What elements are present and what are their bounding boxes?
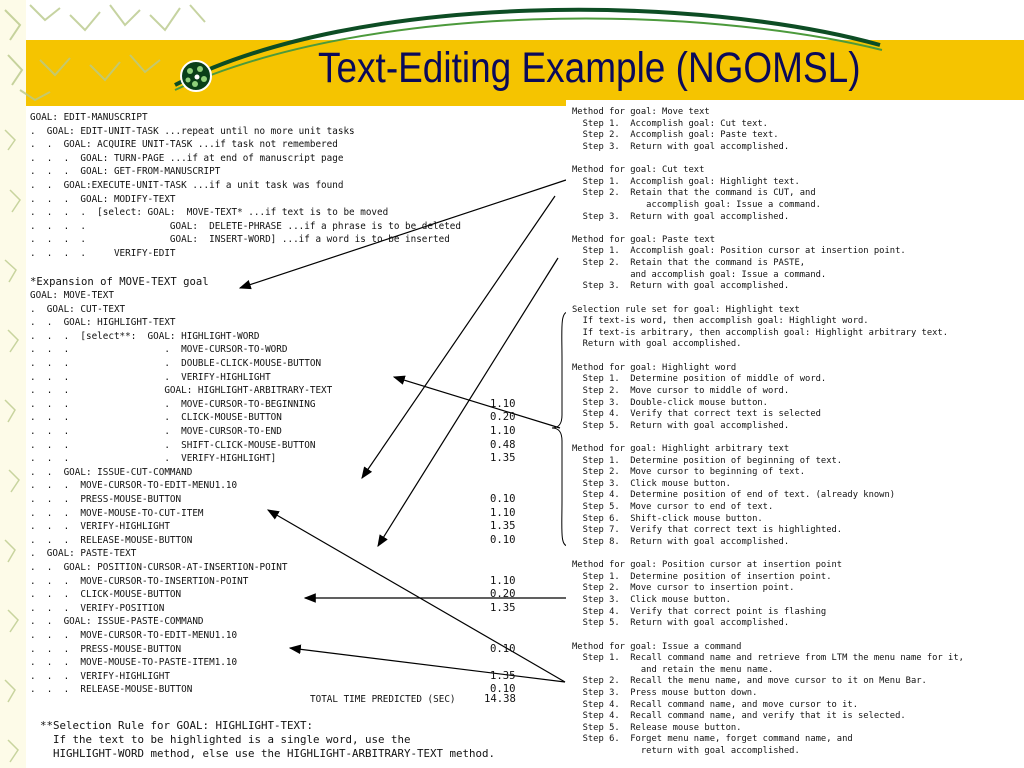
goal-line: . . . . GOAL: INSERT-WORD] ...if a word is to be inserted <box>30 234 450 246</box>
method-line: Step 2. Accomplish goal: Paste text. <box>572 130 779 141</box>
method-line: Step 1. Determine position of insertion point. <box>572 571 832 582</box>
expansion-line: . . . MOVE-MOUSE-TO-PASTE-ITEM1.10 <box>30 657 238 669</box>
method-line: Method for goal: Position cursor at insertion point <box>572 560 843 571</box>
method-line: Method for goal: Paste text <box>572 234 715 245</box>
expansion-line: . . . . SHIFT-CLICK-MOUSE-BUTTON <box>30 439 316 451</box>
operator-time: 1.35 <box>490 601 516 614</box>
method-line: Step 8. Return with goal accomplished. <box>572 536 790 547</box>
expansion-header: *Expansion of MOVE-TEXT goal <box>30 276 209 288</box>
header-band-lower <box>0 100 566 106</box>
expansion-line: . . . VERIFY-HIGHLIGHT <box>30 521 170 533</box>
method-line: Method for goal: Highlight word <box>572 362 737 373</box>
connector-arrows <box>240 180 572 682</box>
method-line: Step 1. Accomplish goal: Cut text. <box>572 118 768 129</box>
method-line: Step 2. Recall the menu name, and move cursor to it on Menu Bar. <box>572 676 927 687</box>
expansion-line: . . . PRESS-MOUSE-BUTTON <box>30 643 182 655</box>
method-line: Step 5. Release mouse button. <box>572 722 742 733</box>
expansion-line: . . . VERIFY-HIGHLIGHT <box>30 670 170 682</box>
method-line: Step 1. Accomplish goal: Position cursor at insertion point. <box>572 246 906 257</box>
method-line: Step 5. Move cursor to end of text. <box>572 502 774 513</box>
expansion-line: . . . . VERIFY-HIGHLIGHT] <box>30 453 277 465</box>
total-time-label: TOTAL TIME PREDICTED (SEC) <box>310 694 456 705</box>
operator-time: 1.10 <box>490 574 516 587</box>
expansion-line: . . GOAL: POSITION-CURSOR-AT-INSERTION-POINT <box>30 562 288 573</box>
method-line: Step 5. Return with goal accomplished. <box>572 420 790 431</box>
expansion-line: . . . MOVE-CURSOR-TO-EDIT-MENU1.10 <box>30 480 238 492</box>
method-line: Step 4. Determine position of end of text. (already known) <box>572 490 896 501</box>
operator-time: 0.10 <box>490 683 516 696</box>
left-strip <box>0 0 26 768</box>
goal-line: GOAL: EDIT-MANUSCRIPT <box>30 112 148 123</box>
expansion-line: . . . . VERIFY-HIGHLIGHT <box>30 371 271 383</box>
slide-title: Text-Editing Example (NGOMSL) <box>318 44 861 92</box>
goal-line: . . . . [select: GOAL: MOVE-TEXT* ...if text is to be moved <box>30 207 389 219</box>
expansion-line: . . . . MOVE-CURSOR-TO-END <box>30 426 282 437</box>
total-time-value: 14.38 <box>484 693 516 705</box>
arrow-highlight-arbitrary <box>394 377 560 428</box>
method-line: Step 4. Verify that correct text is selected <box>572 409 821 420</box>
method-line: Step 3. Return with goal accomplished. <box>572 281 790 292</box>
method-line: Selection rule set for goal: Highlight text <box>572 304 800 315</box>
note-line: **Selection Rule for GOAL: HIGHLIGHT-TEXT: <box>40 719 314 732</box>
method-line: and accomplish goal: Issue a command. <box>572 269 827 280</box>
expansion-line: GOAL: MOVE-TEXT <box>30 290 114 301</box>
arrow-issue-command-paste <box>290 648 565 682</box>
expansion-line: . . . . MOVE-CURSOR-TO-BEGINNING <box>30 398 316 410</box>
method-line: Method for goal: Move text <box>572 107 710 117</box>
method-line: accomplish goal: Issue a command. <box>572 199 821 210</box>
operator-time: 0.10 <box>490 533 516 546</box>
goal-line: . . . GOAL: GET-FROM-MANUSCRIPT <box>30 166 221 178</box>
method-line: Method for goal: Cut text <box>572 165 705 176</box>
operator-time: 1.10 <box>490 397 516 410</box>
goal-line: . . . GOAL: MODIFY-TEXT <box>30 193 176 205</box>
expansion-line: . . . VERIFY-POSITION <box>30 602 165 614</box>
operator-time: 1.10 <box>490 506 516 519</box>
method-line: Step 2. Move cursor to beginning of text. <box>572 467 806 478</box>
method-line: and retain the menu name. <box>572 664 774 675</box>
method-line: Step 2. Move cursor to middle of word. <box>572 385 790 396</box>
expansion-line: . . . GOAL: HIGHLIGHT-ARBITRARY-TEXT <box>30 385 333 397</box>
method-line: Method for goal: Highlight arbitrary text <box>572 443 790 454</box>
expansion-line: . . . CLICK-MOUSE-BUTTON <box>30 589 182 601</box>
method-line: return with goal accomplished. <box>572 746 800 757</box>
operator-time: 0.20 <box>490 588 516 601</box>
goal-line: . . . GOAL: TURN-PAGE ...if at end of manuscript page <box>30 152 344 164</box>
method-line: Step 1. Accomplish goal: Highlight text. <box>572 176 800 187</box>
expansion-line: . . . RELEASE-MOUSE-BUTTON <box>30 534 193 546</box>
expansion-line: . . . MOVE-CURSOR-TO-EDIT-MENU1.10 <box>30 630 238 641</box>
method-line: Step 6. Shift-click mouse button. <box>572 513 763 524</box>
note-line: HIGHLIGHT-WORD method, else use the HIGHLIGHT-ARBITRARY-TEXT method. <box>40 747 496 760</box>
method-line: Step 3. Click mouse button. <box>572 595 731 606</box>
operator-time: 1.35 <box>490 452 516 465</box>
operator-time: 0.20 <box>490 411 516 424</box>
method-line: Step 3. Press mouse button down. <box>572 688 758 698</box>
method-line: If text-is word, then accomplish goal: Highlight word. <box>572 316 869 327</box>
expansion-line: . . . . CLICK-MOUSE-BUTTON <box>30 412 282 424</box>
method-line: If text-is arbitrary, then accomplish goal: Highlight arbitrary text. <box>572 327 949 338</box>
expansion-line: . . . MOVE-MOUSE-TO-CUT-ITEM <box>30 507 204 519</box>
method-line: Step 3. Click mouse button. <box>572 478 731 489</box>
expansion-line: . . . [select**: GOAL: HIGHLIGHT-WORD <box>30 330 260 342</box>
operator-time: 1.10 <box>490 425 516 437</box>
method-line: Step 6. Forget menu name, forget command name, and <box>572 734 853 745</box>
operator-time: 0.10 <box>490 642 516 655</box>
expansion-line: . . GOAL: HIGHLIGHT-TEXT <box>30 317 176 329</box>
arrow-issue-command-cut <box>268 510 565 682</box>
method-line: Step 3. Double-click mouse button. <box>572 397 768 408</box>
expansion-line: . . GOAL: ISSUE-PASTE-COMMAND <box>30 616 204 628</box>
expansion-line: . GOAL: CUT-TEXT <box>30 303 126 315</box>
method-line: Step 7. Verify that correct text is highlighted. <box>572 525 843 536</box>
method-line: Step 5. Return with goal accomplished. <box>572 618 790 629</box>
expansion-line: . GOAL: PASTE-TEXT <box>30 548 137 560</box>
expansion-line: . . . PRESS-MOUSE-BUTTON <box>30 494 182 505</box>
operator-time: 0.10 <box>490 493 516 505</box>
operator-time: 1.35 <box>490 669 516 682</box>
method-line: Step 1. Determine position of middle of word. <box>572 374 827 385</box>
operator-time: 1.35 <box>490 520 516 533</box>
goal-line: . . GOAL:EXECUTE-UNIT-TASK ...if a unit task was found <box>30 180 344 191</box>
expansion-line: . . . MOVE-CURSOR-TO-INSERTION-POINT <box>30 575 249 587</box>
expansion-line: . . . . DOUBLE-CLICK-MOUSE-BUTTON <box>30 358 322 369</box>
method-line: Step 3. Return with goal accomplished. <box>572 141 790 152</box>
method-line: Step 4. Verify that correct point is flashing <box>572 606 827 617</box>
method-line: Step 2. Move cursor to insertion point. <box>572 583 795 594</box>
note-line: If the text to be highlighted is a single word, use the <box>40 733 411 746</box>
method-line: Step 4. Recall command name, and verify that it is selected. <box>572 711 906 722</box>
arrow-cut-command <box>378 258 558 546</box>
operator-time: 0.48 <box>490 438 516 451</box>
method-line: Method for goal: Issue a command <box>572 641 742 652</box>
method-line: Step 1. Recall command name and retrieve from LTM the menu name for it, <box>572 653 964 664</box>
goal-line: . . GOAL: ACQUIRE UNIT-TASK ...if task not remembered <box>30 139 338 151</box>
expansion-line: . . GOAL: ISSUE-CUT-COMMAND <box>30 466 193 478</box>
method-line: Return with goal accomplished. <box>572 339 742 350</box>
method-line: Step 3. Return with goal accomplished. <box>572 211 790 222</box>
goal-line: . . . . VERIFY-EDIT <box>30 248 176 259</box>
goal-line: . GOAL: EDIT-UNIT-TASK ...repeat until no more unit tasks <box>30 125 355 137</box>
method-line: Step 4. Recall command name, and move cursor to it. <box>572 699 858 710</box>
method-line: Step 2. Retain that the command is CUT, and <box>572 188 816 199</box>
method-line: Step 1. Determine position of beginning of text. <box>572 455 843 466</box>
goal-line: . . . . GOAL: DELETE-PHRASE ...if a phrase is to be deleted <box>30 220 461 232</box>
method-line: Step 2. Retain that the command is PASTE, <box>572 258 806 269</box>
expansion-line: . . . . MOVE-CURSOR-TO-WORD <box>30 344 288 356</box>
expansion-line: . . . RELEASE-MOUSE-BUTTON <box>30 684 193 696</box>
